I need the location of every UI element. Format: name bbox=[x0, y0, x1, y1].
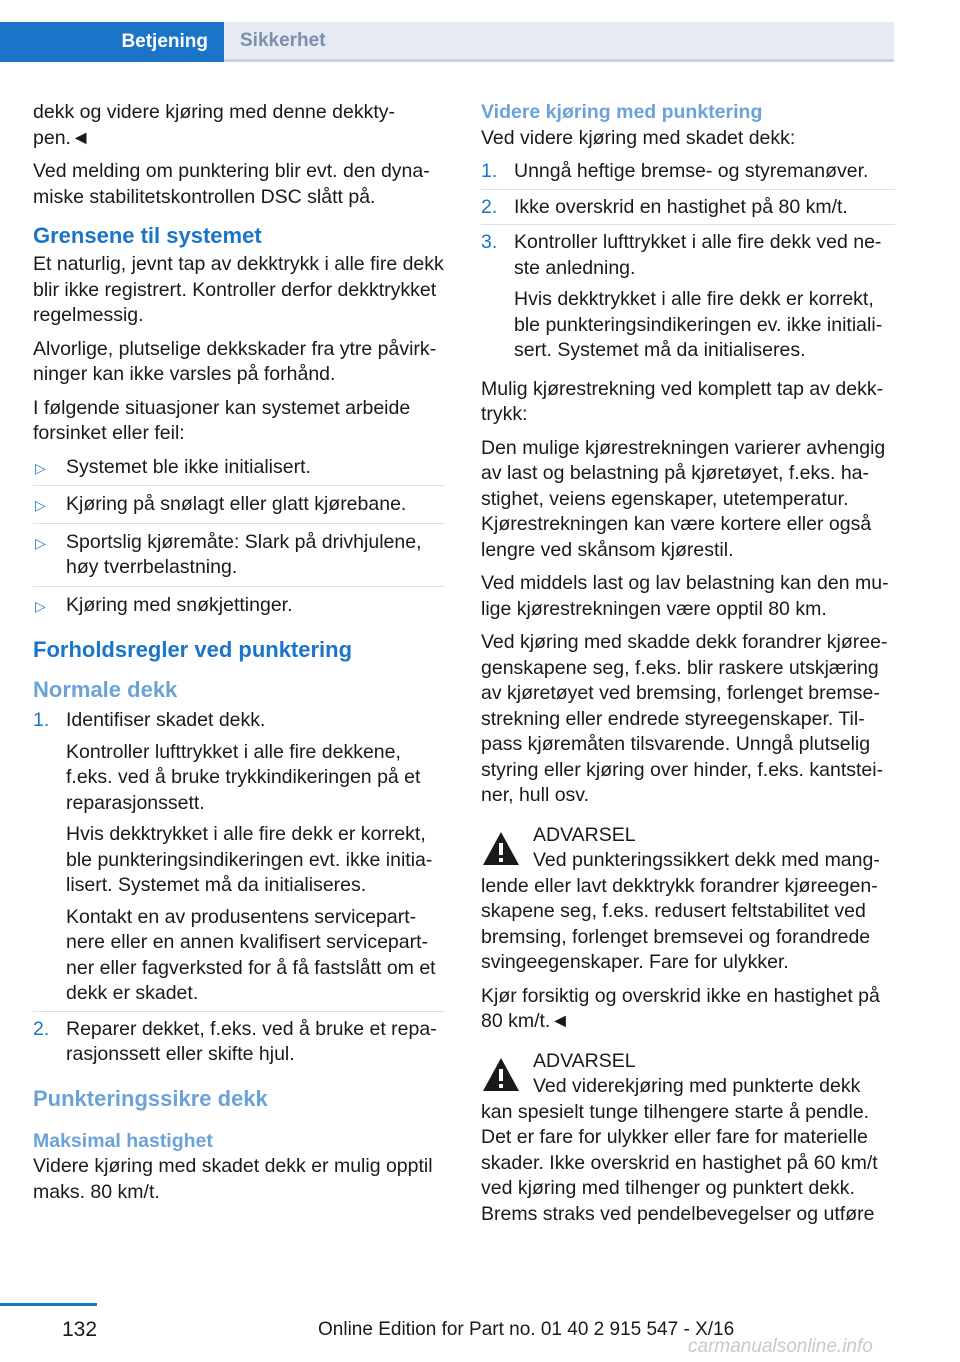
list-item-text: Kontroller lufttrykket i alle fire dekk ved neste anledning. bbox=[514, 231, 882, 279]
list-item-text: Kjøring med snøkjettinger. bbox=[66, 593, 293, 616]
edition-text: Online Edition for Part no. 01 40 2 915 547 - X/16 bbox=[318, 1319, 735, 1340]
list-item bbox=[33, 530, 445, 587]
list-number: 1. bbox=[33, 709, 50, 731]
triangle-bullet-icon: ▷ bbox=[35, 534, 46, 551]
list-item bbox=[33, 708, 445, 1012]
warning-triangle-icon bbox=[481, 1055, 521, 1095]
list-item bbox=[33, 593, 445, 625]
paragraph: Videre kjøring med skadet dekk er mulig opptil maks. 80 km/t. bbox=[33, 1155, 433, 1203]
warning-triangle-icon bbox=[481, 829, 521, 869]
list-item-text: Systemet ble ikke initialisert. bbox=[66, 455, 311, 478]
list-item bbox=[33, 455, 445, 487]
paragraph: dekk og videre kjøring med denne dekktypen.◄ bbox=[33, 101, 396, 149]
list-number: 1. bbox=[481, 160, 498, 182]
paragraph: Kjør forsiktig og overskrid ikke en hastighet på 80 km/t.◄ bbox=[481, 984, 880, 1032]
list-item bbox=[481, 159, 895, 190]
list-number: 3. bbox=[481, 231, 498, 253]
paragraph: Mulig kjørestrekning ved komplett tap av dekktrykk: bbox=[481, 377, 884, 425]
list-number: 2. bbox=[481, 195, 498, 218]
list-item-subtext: Kontakt en av produsentens servicepartnere eller en annen kvalifisert servicepartner eller fagverksted for å få fastslått om et dekk er skadet. bbox=[66, 905, 436, 1004]
paragraph: Den mulige kjørestrekningen varierer avhengig av last og belastning på kjøretøyet, f.eks. hastighet, veiens egenskaper, utetemperatur. Kjørestrekningen kan være kortere eller også lengre ved skånsom kjørestil. bbox=[481, 436, 886, 561]
warning-text: Ved punkteringssikkert dekk med manglende eller lavt dekktrykk forandrer kjøreegenskapene seg, f.eks. redusert feltstabilitet ved bremsing, forlenget bremsevei og forandrede svingeegenskaper. Fare for ulykker. bbox=[481, 849, 880, 973]
page-number: 132 bbox=[62, 1318, 98, 1341]
numbered-list bbox=[481, 159, 895, 369]
list-item bbox=[481, 195, 895, 226]
paragraph: Ved kjøring med skadde dekk forandrer kjøreegenskapene seg, f.eks. blir raskere utskjæring av kjøretøyet ved bremsing, forlenget bremsestrekning eller endrede styreegenskaper. Tilpass kjøremåten tilsvarende. Unngå plutselig styring eller kjøring over hinder, f.eks. kantsteiner, hull osv. bbox=[481, 631, 888, 806]
heading-max-speed: Maksimal hastighet bbox=[33, 1129, 213, 1152]
heading-continue-driving: Videre kjøring med punktering bbox=[481, 101, 763, 123]
heading-normal-tires: Normale dekk bbox=[33, 677, 178, 702]
paragraph: I følgende situasjoner kan systemet arbeide forsinket eller feil: bbox=[33, 396, 411, 444]
list-item-text: Identifiser skadet dekk. bbox=[66, 709, 266, 731]
left-column bbox=[33, 100, 445, 1213]
bullet-list bbox=[33, 455, 445, 625]
list-item bbox=[481, 230, 895, 369]
list-item-subtext: Hvis dekktrykket i alle fire dekk er korrekt, ble punkteringsindikeringen evt. ikke initialisert. Systemet må da initialiseres. bbox=[66, 823, 433, 896]
triangle-bullet-icon: ▷ bbox=[35, 459, 46, 476]
paragraph: Alvorlige, plutselige dekkskader fra ytre påvirkninger kan ikke varsles på forhånd. bbox=[33, 337, 437, 385]
paragraph: Ved videre kjøring med skadet dekk: bbox=[481, 126, 796, 149]
list-item bbox=[33, 492, 445, 524]
list-item-text: Reparer dekket, f.eks. ved å bruke et reparasjonssett eller skifte hjul. bbox=[66, 1017, 437, 1065]
heading-precautions: Forholdsregler ved punktering bbox=[33, 637, 353, 662]
paragraph: Ved melding om punktering blir evt. den dynamiske stabilitetskontrollen DSC slått på. bbox=[33, 160, 430, 208]
warning-title: ADVARSEL bbox=[533, 1049, 636, 1072]
paragraph: Et naturlig, jevnt tap av dekktrykk i alle fire dekk blir ikke registrert. Kontroller derfor dekktrykket regelmessig. bbox=[33, 253, 444, 326]
list-item-subtext: Hvis dekktrykket i alle fire dekk er korrekt, ble punkteringsindikeringen ev. ikke initialisert. Systemet må da initialiseres. bbox=[514, 288, 883, 361]
list-number: 2. bbox=[33, 1017, 50, 1040]
triangle-bullet-icon: ▷ bbox=[35, 497, 46, 513]
list-item-text: Ikke overskrid en hastighet på 80 km/t. bbox=[514, 195, 848, 218]
footer-rule bbox=[0, 1303, 97, 1306]
list-item-text: Sportslig kjøremåte: Slark på drivhjulene, høy tverrbelastning. bbox=[66, 530, 422, 578]
list-item bbox=[33, 1017, 445, 1073]
warning-box bbox=[481, 1049, 895, 1228]
triangle-bullet-icon: ▷ bbox=[35, 597, 46, 614]
warning-box bbox=[481, 823, 895, 976]
heading-system-limits: Grensene til systemet bbox=[33, 223, 262, 248]
right-column bbox=[481, 100, 895, 1235]
list-item-subtext: Kontroller lufttrykket i alle fire dekkene, f.eks. ved å bruke trykkindikeringen på et reparasjonssett. bbox=[66, 740, 421, 814]
list-item-text: Unngå heftige bremse- og styremanøver. bbox=[514, 160, 869, 182]
tab-betjening[interactable]: Betjening bbox=[0, 22, 224, 62]
page-header bbox=[0, 22, 960, 62]
watermark: carmanualsonline.info bbox=[688, 1336, 873, 1357]
tab-sikkerhet[interactable]: Sikkerhet bbox=[224, 22, 894, 62]
heading-runflat-tires: Punkteringssikre dekk bbox=[33, 1085, 268, 1111]
warning-title: ADVARSEL bbox=[533, 823, 636, 846]
numbered-list bbox=[33, 708, 445, 1073]
warning-text: Ved viderekjøring med punkterte dekk kan spesielt tunge tilhengere starte å pendle. Det er fare for ulykker eller fare for materielle skader. Ikke overskrid en hastighet på 60 km/t ved kjøring med tilhenger og punktert dekk. Brems straks ved pendelbevegelser og utføre bbox=[481, 1075, 878, 1225]
paragraph: Ved middels last og lav belastning kan den mulige kjørestrekningen være opptil 80 km. bbox=[481, 572, 889, 620]
list-item-text: Kjøring på snølagt eller glatt kjørebane. bbox=[66, 493, 407, 515]
